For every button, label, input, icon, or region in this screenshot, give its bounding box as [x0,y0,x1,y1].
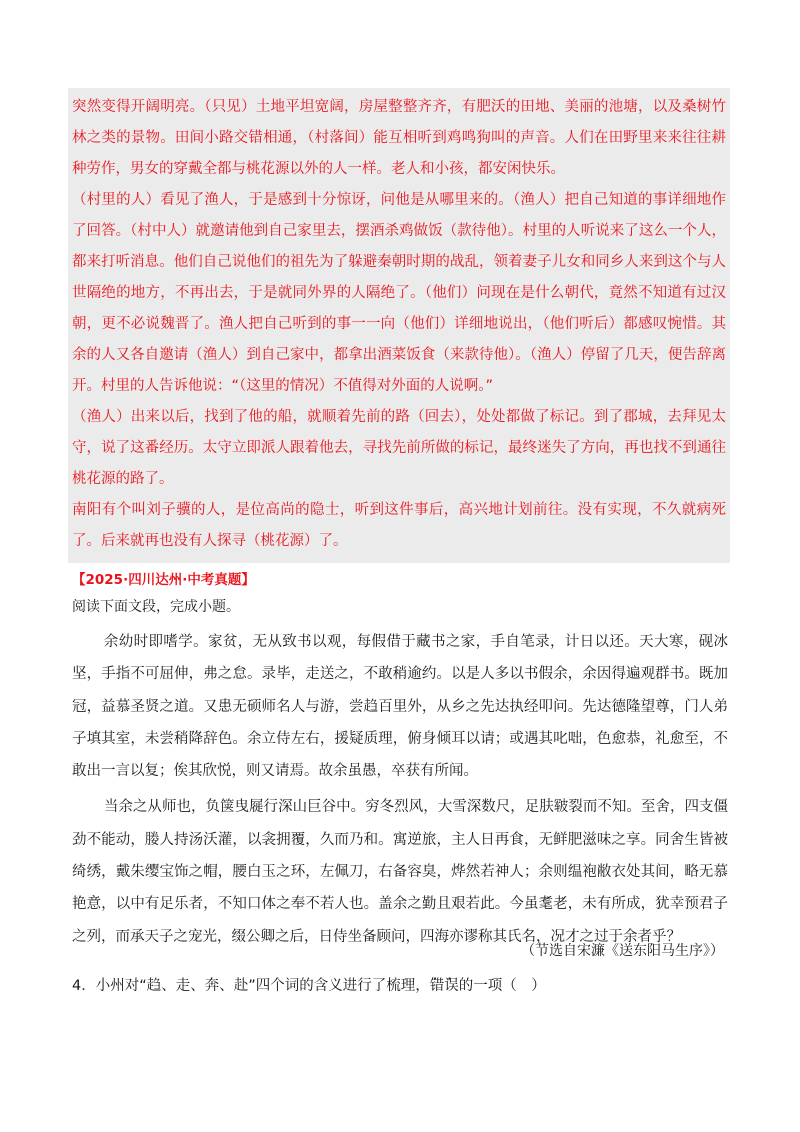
passage-paragraph-2: 当余之从师也，负箧曳屣行深山巨谷中。穷冬烈风，大雪深数尺，足肤皲裂而不知。至舍，四支僵劲不能动，媵人持汤沃灌，以衾拥覆，久而乃和。寓逆旅，主人日再食，无鲜肥滋味之享。同舍生皆被绮绣，戴朱缨宝饰之帽，腰白玉之环，左佩刀，右备容臭，烨然若神人；余则缊袍敝衣处其间，略无慕艳意，以中有足乐者，不知口体之奉不若人也。盖余之勤且艰若此。今虽耄老，未有所成，犹幸预君子之列，而承天子之宠光，缀公卿之后，日侍坐备顾问，四海亦谬称其氏名，况才之过于余者乎？ [72,799,728,945]
translation-box [68,88,730,563]
exam-source-tag: 【2025·四川达州·中考真题】 [72,572,255,588]
question-emphasis: • • 错误 [430,978,459,994]
passage-paragraph-1: 余幼时即嗜学。家贫，无从致书以观，每假借于藏书之家，手自笔录，计日以还。天大寒，砚冰坚，手指不可屈伸，弗之怠。录毕，走送之，不敢稍逾约。以是人多以书假余，余因得遍观群书。既加冠，益慕圣贤之道。又患无硕师名人与游，尝趋百里外，从乡之先达执经叩问。先达德隆望尊，门人弟子填其室，未尝稍降辞色。余立侍左右，援疑质理，俯身倾耳以请；或遇其叱咄，色愈恭，礼愈至，不敢出一言以复；俟其欣悦，则又请焉。故余虽愚，卒获有所闻。 [72,634,728,780]
classical-passage [72,626,728,957]
passage-source: （节选自宋濂《送东阳马生序》） [521,943,724,959]
translation-paragraph-2: （村里的人）看见了渔人，于是感到十分惊讶，问他是从哪里来的。（渔人）把自己知道的事详细地作了回答。（村中人）就邀请他到自己家里去，摆酒杀鸡做饭（款待他）。村里的人听说来了这么一个人，都来打听消息。他们自己说他们的祖先为了躲避秦朝时期的战乱，领着妻子儿女和同乡人来到这个与人世隔绝的地方，不再出去，于是就同外界的人隔绝了。（他们）问现在是什么朝代，竟然不知道有过汉朝，更不必说魏晋了。渔人把自己听到的事一一向（他们）详细地说出，（他们听后）都感叹惋惜。其余的人又各自邀请（渔人）到自己家中，都拿出酒菜饭食（来款待他）。（渔人）停留了几天，便告辞离开。村里的人告诉他说：“（这里的情况）不值得对外面的人说啊。” [72,192,726,394]
question-text-after: 的一项（ ） [458,978,546,994]
question-number: 4． [72,978,96,994]
translation-paragraph-4: 南阳有个叫刘子骥的人，是位高尚的隐士，听到这件事后，高兴地计划前往。没有实现，不久就病死了。后来就再也没有人探寻（桃花源）了。 [72,502,726,549]
translation-paragraph-3: （渔人）出来以后，找到了他的船，就顺着先前的路（回去），处处都做了标记。到了郡城，去拜见太守，说了这番经历。太守立即派人跟着他去，寻找先前所做的标记，最终迷失了方向，再也找不到通往桃花源的路了。 [72,409,726,487]
translation-paragraph-1: 突然变得开阔明亮。（只见）土地平坦宽阔，房屋整整齐齐，有肥沃的田地、美丽的池塘，以及桑树竹林之类的景物。田间小路交错相通，（村落间）能互相听到鸡鸣狗叫的声音。人们在田野里来来往往耕种劳作，男女的穿戴全都与桃花源以外的人一样。老人和小孩，都安闲快乐。 [72,99,726,177]
question-4 [72,974,546,998]
question-text-before: 小州对“趋、走、奔、赴”四个词的含义进行了梳理， [95,978,430,994]
reading-instruction: 阅读下面文段，完成小题。 [72,599,240,615]
